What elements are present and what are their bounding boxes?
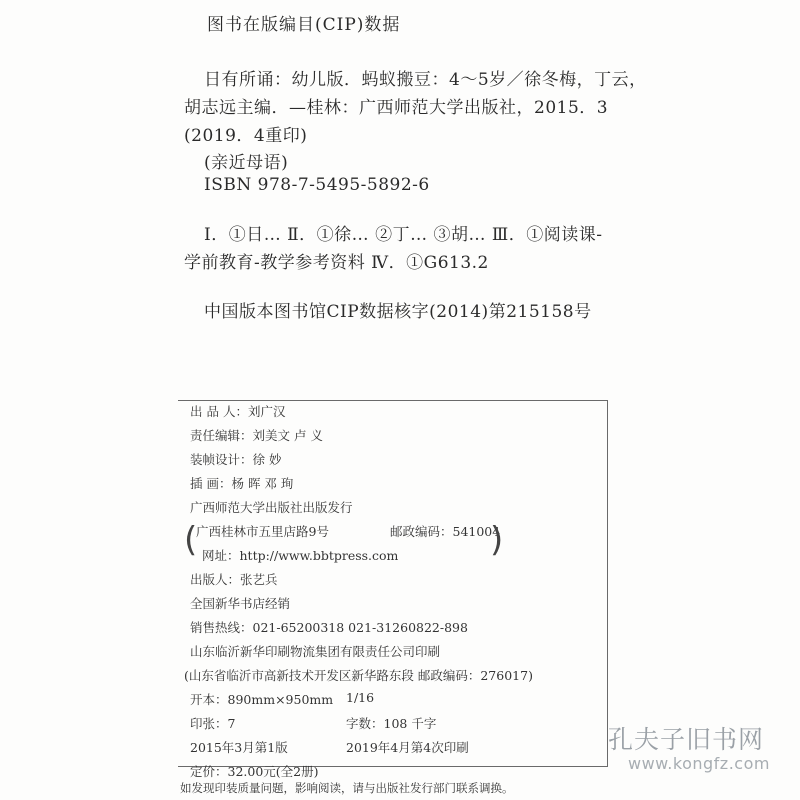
credit-edition: 2015年3月第1版 — [190, 740, 288, 755]
cip-reprint-line: (2019．4重印) — [184, 126, 308, 146]
cip-bibliographic-line-1: 日有所诵：幼儿版．蚂蚁搬豆：4～5岁／徐冬梅，丁云， — [204, 70, 647, 90]
cip-record-number: 中国版本图书馆CIP数据核字(2014)第215158号 — [204, 302, 592, 322]
credit-publisher: 广西师范大学出版社出版发行 — [190, 500, 353, 515]
credit-design: 装帧设计：徐 妙 — [190, 452, 282, 467]
watermark-url: www.kongfz.com — [628, 754, 770, 773]
watermark-text: 孔夫子旧书网 — [608, 725, 765, 754]
credit-words: 字数：108 千字 — [346, 716, 437, 731]
cip-classification-line-1: Ⅰ．①日… Ⅱ．①徐… ②丁… ③胡… Ⅲ．①阅读课- — [204, 225, 603, 245]
credit-hotline: 销售热线：021-65200318 021-31260822-898 — [190, 620, 468, 635]
cip-title: 图书在版编目(CIP)数据 — [207, 15, 401, 35]
credit-address: 广西桂林市五里店路9号 — [196, 524, 329, 539]
address-bracket-left: ( — [184, 520, 198, 560]
credit-illustration: 插 画：杨 晖 邓 珣 — [190, 476, 294, 491]
cip-series-line: (亲近母语) — [204, 153, 289, 173]
credit-price: 定价：32.00元(全2册) — [190, 764, 319, 779]
credit-website: 网址：http://www.bbtpress.com — [202, 548, 399, 563]
cip-bibliographic-line-2: 胡志远主编．—桂林：广西师范大学出版社，2015．3 — [184, 98, 609, 118]
credit-format: 开本：890mm×950mm — [190, 692, 334, 707]
credit-postcode: 邮政编码：541004 — [390, 524, 501, 539]
credits-top-rule — [178, 400, 608, 401]
credit-publisher-person: 出版人：张艺兵 — [190, 572, 278, 587]
cip-classification-line-2: 学前教育-教学参考资料 Ⅳ．①G613.2 — [184, 253, 489, 273]
credit-producer: 出 品 人：刘广汉 — [190, 404, 286, 419]
credit-format-fraction: 1/16 — [346, 690, 375, 705]
credit-sheets: 印张：7 — [190, 716, 236, 731]
cip-isbn: ISBN 978-7-5495-5892-6 — [204, 175, 430, 195]
credit-printer-address: (山东省临沂市高新技术开发区新华路东段 邮政编码：276017) — [184, 668, 533, 683]
credit-printing: 2019年4月第4次印刷 — [346, 740, 469, 755]
credit-distributor: 全国新华书店经销 — [190, 596, 291, 611]
credits-right-rule — [607, 400, 608, 767]
credit-editor: 责任编辑：刘美文 卢 义 — [190, 428, 323, 443]
credit-printer: 山东临沂新华印刷物流集团有限责任公司印刷 — [190, 644, 441, 659]
address-bracket-right: ) — [490, 520, 504, 560]
credit-notice: 如发现印装质量问题，影响阅读，请与出版社发行部门联系调换。 — [180, 781, 514, 795]
